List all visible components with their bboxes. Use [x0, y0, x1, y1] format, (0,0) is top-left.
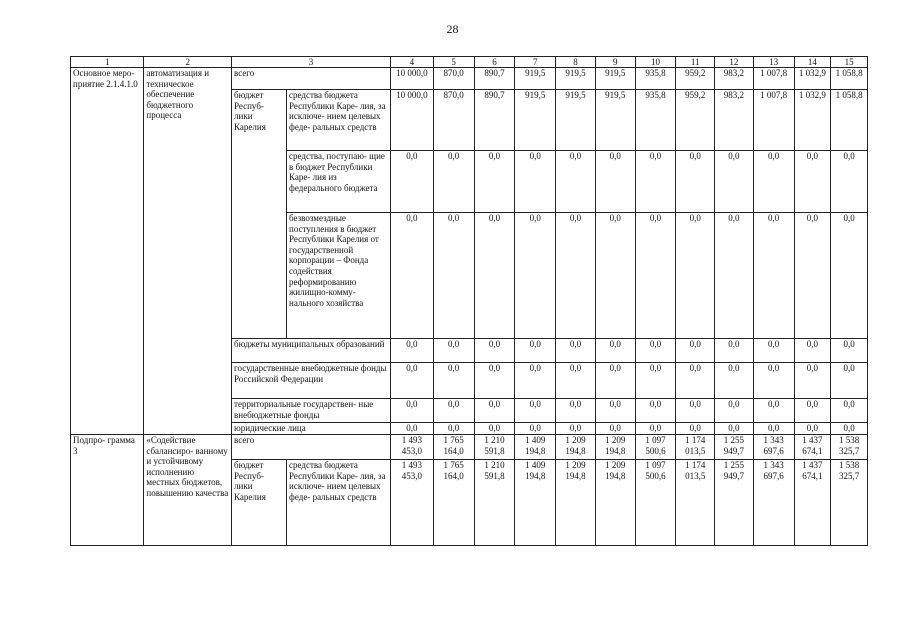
value-cell: 0,0 [635, 339, 676, 363]
value-cell: 1 343 697,6 [753, 435, 794, 460]
value-cell: 1 097 500,6 [635, 435, 676, 460]
value-cell: 0,0 [595, 363, 635, 399]
value-cell: 1 210 591,8 [474, 460, 515, 546]
value-cell: 0,0 [715, 339, 754, 363]
value-cell: 0,0 [391, 363, 434, 399]
value-cell: 0,0 [595, 151, 635, 213]
value-cell: 1 493 453,0 [391, 460, 434, 546]
value-cell: 959,2 [676, 68, 715, 90]
value-cell: 0,0 [595, 339, 635, 363]
table-row [71, 68, 868, 90]
value-cell: 0,0 [676, 339, 715, 363]
value-cell: 1 765 164,0 [433, 460, 474, 546]
value-cell: 0,0 [556, 213, 596, 339]
value-cell: 919,5 [515, 68, 556, 90]
col-header: 5 [433, 57, 474, 68]
value-cell: 0,0 [474, 339, 515, 363]
source-label-cell: всего [232, 68, 391, 90]
value-cell: 0,0 [515, 339, 556, 363]
value-cell: 0,0 [794, 363, 831, 399]
source-label-cell: юридические лица [232, 423, 391, 435]
value-cell: 0,0 [433, 399, 474, 423]
value-cell: 0,0 [794, 423, 831, 435]
value-cell: 1 007,8 [753, 68, 794, 90]
value-cell: 0,0 [474, 399, 515, 423]
value-cell: 0,0 [635, 423, 676, 435]
col-header: 4 [391, 57, 434, 68]
value-cell: 0,0 [715, 399, 754, 423]
value-cell: 1 058,8 [831, 90, 868, 151]
value-cell: 0,0 [595, 399, 635, 423]
value-cell: 0,0 [515, 151, 556, 213]
value-cell: 0,0 [753, 151, 794, 213]
col-header: 9 [595, 57, 635, 68]
value-cell: 1 058,8 [831, 68, 868, 90]
value-cell: 959,2 [676, 90, 715, 151]
value-cell: 0,0 [676, 399, 715, 423]
col-header: 1 [71, 57, 144, 68]
value-cell: 1 343 697,6 [753, 460, 794, 546]
value-cell: 1 493 453,0 [391, 435, 434, 460]
value-cell: 0,0 [556, 423, 596, 435]
value-cell: 0,0 [831, 213, 868, 339]
value-cell: 1 209 194,8 [556, 460, 596, 546]
value-cell: 0,0 [635, 363, 676, 399]
value-cell: 0,0 [831, 339, 868, 363]
value-cell: 1 538 325,7 [831, 460, 868, 546]
value-cell: 0,0 [635, 213, 676, 339]
value-cell: 1 032,9 [794, 68, 831, 90]
page-number: 28 [446, 22, 459, 36]
col-header: 6 [474, 57, 515, 68]
source-label-cell: бюджет Респуб- лики Карелия [232, 90, 287, 339]
value-cell: 983,2 [715, 68, 754, 90]
value-cell: 1 174 013,5 [676, 435, 715, 460]
value-cell: 1 437 674,1 [794, 435, 831, 460]
value-cell: 0,0 [676, 151, 715, 213]
value-cell: 1 765 164,0 [433, 435, 474, 460]
value-cell: 919,5 [556, 90, 596, 151]
value-cell: 0,0 [433, 423, 474, 435]
value-cell: 0,0 [635, 399, 676, 423]
value-cell: 0,0 [676, 213, 715, 339]
value-cell: 0,0 [391, 151, 434, 213]
value-cell: 0,0 [595, 213, 635, 339]
value-cell: 0,0 [753, 339, 794, 363]
value-cell: 0,0 [391, 339, 434, 363]
value-cell: 0,0 [556, 399, 596, 423]
col-header: 12 [715, 57, 754, 68]
value-cell: 870,0 [433, 68, 474, 90]
value-cell: 0,0 [715, 213, 754, 339]
value-cell: 0,0 [433, 339, 474, 363]
value-cell: 0,0 [515, 399, 556, 423]
value-cell: 0,0 [753, 213, 794, 339]
source-sublabel-cell: средства бюджета Республики Каре- лия, за исключе- нием целевых феде- ральных средств [287, 460, 391, 546]
value-cell: 0,0 [595, 423, 635, 435]
value-cell: 0,0 [831, 151, 868, 213]
source-label-cell: бюджеты муниципальных образований [232, 339, 391, 363]
value-cell: 1 209 194,8 [556, 435, 596, 460]
value-cell: 0,0 [391, 399, 434, 423]
value-cell: 0,0 [515, 213, 556, 339]
value-cell: 0,0 [391, 423, 434, 435]
value-cell: 0,0 [433, 363, 474, 399]
col-header: 7 [515, 57, 556, 68]
source-label-cell: государственные внебюджетные фонды Российской Федерации [232, 363, 391, 399]
value-cell: 0,0 [474, 151, 515, 213]
col-header: 2 [144, 57, 232, 68]
value-cell: 1 032,9 [794, 90, 831, 151]
value-cell: 870,0 [433, 90, 474, 151]
value-cell: 10 000,0 [391, 68, 434, 90]
value-cell: 0,0 [715, 151, 754, 213]
value-cell: 1 255 949,7 [715, 460, 754, 546]
budget-table [70, 56, 868, 546]
value-cell: 1 209 194,8 [595, 435, 635, 460]
value-cell: 1 255 949,7 [715, 435, 754, 460]
value-cell: 890,7 [474, 90, 515, 151]
value-cell: 0,0 [556, 339, 596, 363]
value-cell: 919,5 [556, 68, 596, 90]
value-cell: 1 538 325,7 [831, 435, 868, 460]
value-cell: 0,0 [515, 423, 556, 435]
value-cell: 0,0 [391, 213, 434, 339]
value-cell: 890,7 [474, 68, 515, 90]
value-cell: 0,0 [556, 151, 596, 213]
col-header: 11 [676, 57, 715, 68]
value-cell: 983,2 [715, 90, 754, 151]
value-cell: 935,8 [635, 68, 676, 90]
value-cell: 0,0 [474, 213, 515, 339]
table-row [71, 435, 868, 460]
col-header: 14 [794, 57, 831, 68]
col-header: 13 [753, 57, 794, 68]
column-number-row [71, 57, 868, 68]
value-cell: 0,0 [635, 151, 676, 213]
value-cell: 0,0 [676, 423, 715, 435]
col-header: 3 [232, 57, 391, 68]
source-label-cell: территориальные государствен- ные внебюджетные фонды [232, 399, 391, 423]
value-cell: 0,0 [831, 423, 868, 435]
value-cell: 1 097 500,6 [635, 460, 676, 546]
value-cell: 0,0 [715, 423, 754, 435]
source-sublabel-cell: безвозмездные поступления в бюджет Республики Карелия от государственной корпорации – Фонда содействия реформированию жилищно-комму- нального хозяйства [287, 213, 391, 339]
activity-name-cell: Подпро- грамма 3 [71, 435, 144, 546]
value-cell: 0,0 [433, 213, 474, 339]
value-cell: 0,0 [753, 423, 794, 435]
activity-name-cell: Основное меро- приятие 2.1.4.1.0 [71, 68, 144, 435]
value-cell: 0,0 [715, 363, 754, 399]
value-cell: 0,0 [794, 213, 831, 339]
value-cell: 1 409 194,8 [515, 435, 556, 460]
value-cell: 919,5 [515, 90, 556, 151]
value-cell: 0,0 [676, 363, 715, 399]
value-cell: 1 210 591,8 [474, 435, 515, 460]
col-header: 15 [831, 57, 868, 68]
value-cell: 0,0 [556, 363, 596, 399]
value-cell: 0,0 [831, 363, 868, 399]
source-label-cell: всего [232, 435, 391, 460]
value-cell: 0,0 [794, 151, 831, 213]
source-sublabel-cell: средства бюджета Республики Каре- лия, за исключе- нием целевых феде- ральных средств [287, 90, 391, 151]
value-cell: 0,0 [794, 339, 831, 363]
value-cell: 0,0 [753, 399, 794, 423]
value-cell: 1 174 013,5 [676, 460, 715, 546]
value-cell: 919,5 [595, 68, 635, 90]
value-cell: 0,0 [515, 363, 556, 399]
col-header: 8 [556, 57, 596, 68]
activity-description-cell: «Содействие сбалансиро- ванному и устойчивому исполнению местных бюджетов, повышению качества [144, 435, 232, 546]
value-cell: 0,0 [474, 423, 515, 435]
value-cell: 0,0 [433, 151, 474, 213]
source-label-cell: бюджет Респуб- лики Карелия [232, 460, 287, 546]
value-cell: 1 437 674,1 [794, 460, 831, 546]
source-sublabel-cell: средства, поступаю- щие в бюджет Республики Каре- лия из федерального бюджета [287, 151, 391, 213]
value-cell: 10 000,0 [391, 90, 434, 151]
activity-description-cell: автоматизация и техническое обеспечение бюджетного процесса [144, 68, 232, 435]
value-cell: 1 209 194,8 [595, 460, 635, 546]
value-cell: 0,0 [753, 363, 794, 399]
value-cell: 1 007,8 [753, 90, 794, 151]
value-cell: 919,5 [595, 90, 635, 151]
value-cell: 0,0 [831, 399, 868, 423]
value-cell: 935,8 [635, 90, 676, 151]
value-cell: 0,0 [794, 399, 831, 423]
value-cell: 1 409 194,8 [515, 460, 556, 546]
value-cell: 0,0 [474, 363, 515, 399]
col-header: 10 [635, 57, 676, 68]
